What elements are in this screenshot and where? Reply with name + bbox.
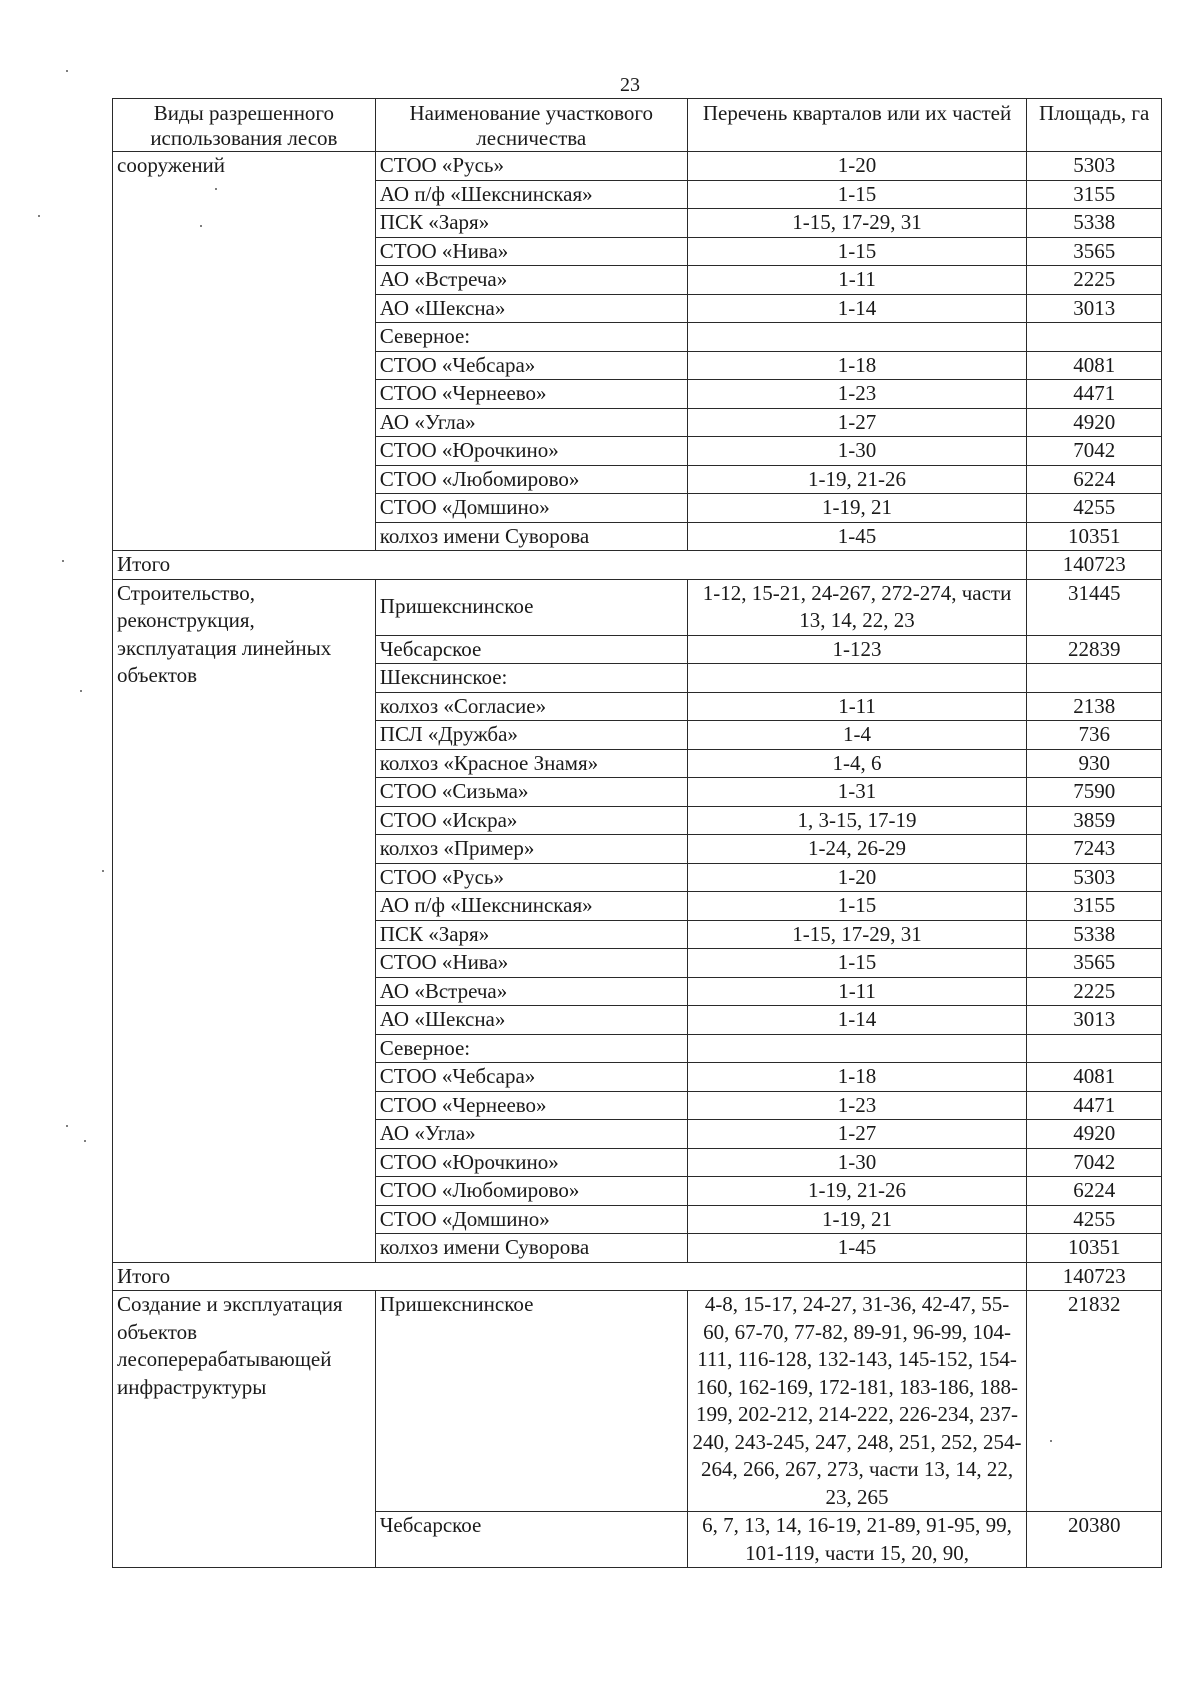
scan-speck: [66, 1125, 68, 1127]
area-cell: [1027, 323, 1162, 352]
quarters-cell: 1-19, 21: [687, 494, 1027, 523]
quarters-cell: 1-11: [687, 977, 1027, 1006]
quarters-cell: 1-15: [687, 180, 1027, 209]
table-row: [113, 579, 1162, 635]
area-cell: 4920: [1027, 408, 1162, 437]
table-body: [113, 152, 1162, 1568]
quarters-cell: 1-27: [687, 408, 1027, 437]
forestry-name-cell: колхоз имени Суворова: [375, 522, 687, 551]
forestry-name-cell: Северное:: [375, 323, 687, 352]
quarters-cell: 1-19, 21-26: [687, 465, 1027, 494]
forestry-name-cell: СТОО «Чебсара»: [375, 351, 687, 380]
quarters-cell: 1-4, 6: [687, 749, 1027, 778]
table-header-row: [113, 99, 1162, 152]
forestry-name-cell: СТОО «Юрочкино»: [375, 1148, 687, 1177]
forestry-name-cell: АО «Угла»: [375, 1120, 687, 1149]
area-cell: 6224: [1027, 465, 1162, 494]
quarters-cell: 1-31: [687, 778, 1027, 807]
quarters-cell: 1-30: [687, 1148, 1027, 1177]
area-cell: 5338: [1027, 209, 1162, 238]
area-cell: 2225: [1027, 266, 1162, 295]
area-cell: 3013: [1027, 294, 1162, 323]
area-cell: 20380: [1027, 1512, 1162, 1568]
quarters-cell: 1-15: [687, 892, 1027, 921]
forestry-name-cell: Чебсарское: [375, 1512, 687, 1568]
scan-speck: [62, 560, 64, 562]
total-area: 140723: [1027, 551, 1162, 580]
quarters-cell: 4-8, 15-17, 24-27, 31-36, 42-47, 55-60, 67-70, 77-82, 89-91, 96-99, 104-111, 116-128, 132-143, 145-152, 154-160, 162-169, 172-181, 183-186, 188-199, 202-212, 214-222, 226-234, 237-240, 243-245, 247, 248, 251, 252, 254-264, 266, 267, 273, части 13, 14, 22, 23, 265: [687, 1291, 1027, 1512]
forestry-name-cell: Пришекснинское: [375, 579, 687, 635]
forestry-name-cell: АО «Встреча»: [375, 266, 687, 295]
quarters-cell: 1-12, 15-21, 24-267, 272-274, части 13, 14, 22, 23: [687, 579, 1027, 635]
forestry-name-cell: колхоз «Согласие»: [375, 692, 687, 721]
quarters-cell: [687, 664, 1027, 693]
quarters-cell: 1-11: [687, 692, 1027, 721]
scan-speck: [200, 225, 202, 227]
quarters-cell: [687, 1034, 1027, 1063]
forestry-name-cell: АО «Угла»: [375, 408, 687, 437]
forestry-name-cell: СТОО «Домшино»: [375, 1205, 687, 1234]
quarters-cell: 6, 7, 13, 14, 16-19, 21-89, 91-95, 99, 101-119, части 15, 20, 90,: [687, 1512, 1027, 1568]
area-cell: 2225: [1027, 977, 1162, 1006]
area-cell: 4471: [1027, 1091, 1162, 1120]
forestry-name-cell: колхоз «Красное Знамя»: [375, 749, 687, 778]
scan-speck: [66, 70, 68, 72]
quarters-cell: 1-19, 21: [687, 1205, 1027, 1234]
forestry-name-cell: СТОО «Русь»: [375, 152, 687, 181]
total-label: Итого: [113, 551, 1027, 580]
area-cell: 4255: [1027, 1205, 1162, 1234]
area-cell: 7243: [1027, 835, 1162, 864]
quarters-cell: 1-18: [687, 351, 1027, 380]
scan-speck: [215, 188, 217, 190]
forestry-name-cell: АО «Шексна»: [375, 294, 687, 323]
forestry-name-cell: СТОО «Юрочкино»: [375, 437, 687, 466]
scan-speck: [102, 870, 104, 872]
quarters-cell: 1, 3-15, 17-19: [687, 806, 1027, 835]
forestry-name-cell: СТОО «Чернеево»: [375, 1091, 687, 1120]
forestry-name-cell: колхоз имени Суворова: [375, 1234, 687, 1263]
quarters-cell: 1-19, 21-26: [687, 1177, 1027, 1206]
quarters-cell: 1-4: [687, 721, 1027, 750]
header-quarters: Перечень кварталов или их частей: [687, 99, 1027, 152]
quarters-cell: 1-20: [687, 863, 1027, 892]
use-type-cell: сооружений: [113, 152, 376, 551]
header-use-type: Виды разрешенного использования лесов: [113, 99, 376, 152]
scan-speck: [1050, 1440, 1052, 1442]
area-cell: 4255: [1027, 494, 1162, 523]
quarters-cell: 1-23: [687, 1091, 1027, 1120]
forest-use-table: [112, 98, 1162, 1568]
forestry-name-cell: ПСК «Заря»: [375, 209, 687, 238]
quarters-cell: 1-15, 17-29, 31: [687, 209, 1027, 238]
quarters-cell: 1-11: [687, 266, 1027, 295]
forestry-name-cell: Чебсарское: [375, 635, 687, 664]
area-cell: 4920: [1027, 1120, 1162, 1149]
area-cell: 5303: [1027, 152, 1162, 181]
page-number: 23: [620, 74, 640, 96]
total-label: Итого: [113, 1262, 1027, 1291]
quarters-cell: 1-123: [687, 635, 1027, 664]
area-cell: 7042: [1027, 437, 1162, 466]
forestry-name-cell: Северное:: [375, 1034, 687, 1063]
area-cell: 736: [1027, 721, 1162, 750]
area-cell: 4081: [1027, 1063, 1162, 1092]
quarters-cell: 1-23: [687, 380, 1027, 409]
quarters-cell: 1-18: [687, 1063, 1027, 1092]
use-type-cell: Создание и эксплуатация объектов лесоперерабатывающей инфраструктуры: [113, 1291, 376, 1568]
forestry-name-cell: СТОО «Любомирово»: [375, 1177, 687, 1206]
forestry-name-cell: СТОО «Нива»: [375, 237, 687, 266]
scan-speck: [84, 1140, 86, 1142]
area-cell: 3155: [1027, 180, 1162, 209]
forestry-name-cell: СТОО «Русь»: [375, 863, 687, 892]
quarters-cell: 1-20: [687, 152, 1027, 181]
forestry-name-cell: АО п/ф «Шекснинская»: [375, 180, 687, 209]
total-row: [113, 551, 1162, 580]
quarters-cell: 1-15: [687, 949, 1027, 978]
area-cell: 5303: [1027, 863, 1162, 892]
area-cell: 3565: [1027, 237, 1162, 266]
area-cell: 7042: [1027, 1148, 1162, 1177]
area-cell: 4471: [1027, 380, 1162, 409]
total-area: 140723: [1027, 1262, 1162, 1291]
area-cell: 5338: [1027, 920, 1162, 949]
table-row: [113, 152, 1162, 181]
area-cell: 2138: [1027, 692, 1162, 721]
forestry-name-cell: колхоз «Пример»: [375, 835, 687, 864]
use-type-cell: Строительство, реконструкция, эксплуатация линейных объектов: [113, 579, 376, 1262]
area-cell: 10351: [1027, 522, 1162, 551]
area-cell: [1027, 1034, 1162, 1063]
forestry-name-cell: Пришекснинское: [375, 1291, 687, 1512]
table-row: [113, 1291, 1162, 1512]
forestry-name-cell: СТОО «Чебсара»: [375, 1063, 687, 1092]
forestry-name-cell: СТОО «Любомирово»: [375, 465, 687, 494]
forestry-name-cell: Шекснинское:: [375, 664, 687, 693]
forestry-name-cell: СТОО «Домшино»: [375, 494, 687, 523]
quarters-cell: 1-15, 17-29, 31: [687, 920, 1027, 949]
forestry-name-cell: АО «Шексна»: [375, 1006, 687, 1035]
quarters-cell: 1-27: [687, 1120, 1027, 1149]
forestry-name-cell: АО «Встреча»: [375, 977, 687, 1006]
header-area: Площадь, га: [1027, 99, 1162, 152]
forestry-name-cell: СТОО «Нива»: [375, 949, 687, 978]
forestry-name-cell: ПСЛ «Дружба»: [375, 721, 687, 750]
area-cell: 930: [1027, 749, 1162, 778]
forestry-name-cell: ПСК «Заря»: [375, 920, 687, 949]
scan-speck: [80, 690, 82, 692]
area-cell: 10351: [1027, 1234, 1162, 1263]
quarters-cell: 1-45: [687, 1234, 1027, 1263]
area-cell: 31445: [1027, 579, 1162, 635]
area-cell: 3013: [1027, 1006, 1162, 1035]
area-cell: 4081: [1027, 351, 1162, 380]
forestry-name-cell: АО п/ф «Шекснинская»: [375, 892, 687, 921]
quarters-cell: [687, 323, 1027, 352]
area-cell: 3565: [1027, 949, 1162, 978]
area-cell: 21832: [1027, 1291, 1162, 1512]
area-cell: 3859: [1027, 806, 1162, 835]
area-cell: 6224: [1027, 1177, 1162, 1206]
area-cell: [1027, 664, 1162, 693]
area-cell: 7590: [1027, 778, 1162, 807]
header-forestry: Наименование участкового лесничества: [375, 99, 687, 152]
area-cell: 3155: [1027, 892, 1162, 921]
quarters-cell: 1-14: [687, 1006, 1027, 1035]
quarters-cell: 1-14: [687, 294, 1027, 323]
quarters-cell: 1-24, 26-29: [687, 835, 1027, 864]
forestry-name-cell: СТОО «Чернеево»: [375, 380, 687, 409]
quarters-cell: 1-30: [687, 437, 1027, 466]
area-cell: 22839: [1027, 635, 1162, 664]
quarters-cell: 1-15: [687, 237, 1027, 266]
total-row: [113, 1262, 1162, 1291]
forestry-name-cell: СТОО «Сизьма»: [375, 778, 687, 807]
quarters-cell: 1-45: [687, 522, 1027, 551]
forestry-name-cell: СТОО «Искра»: [375, 806, 687, 835]
scan-speck: [38, 215, 40, 217]
